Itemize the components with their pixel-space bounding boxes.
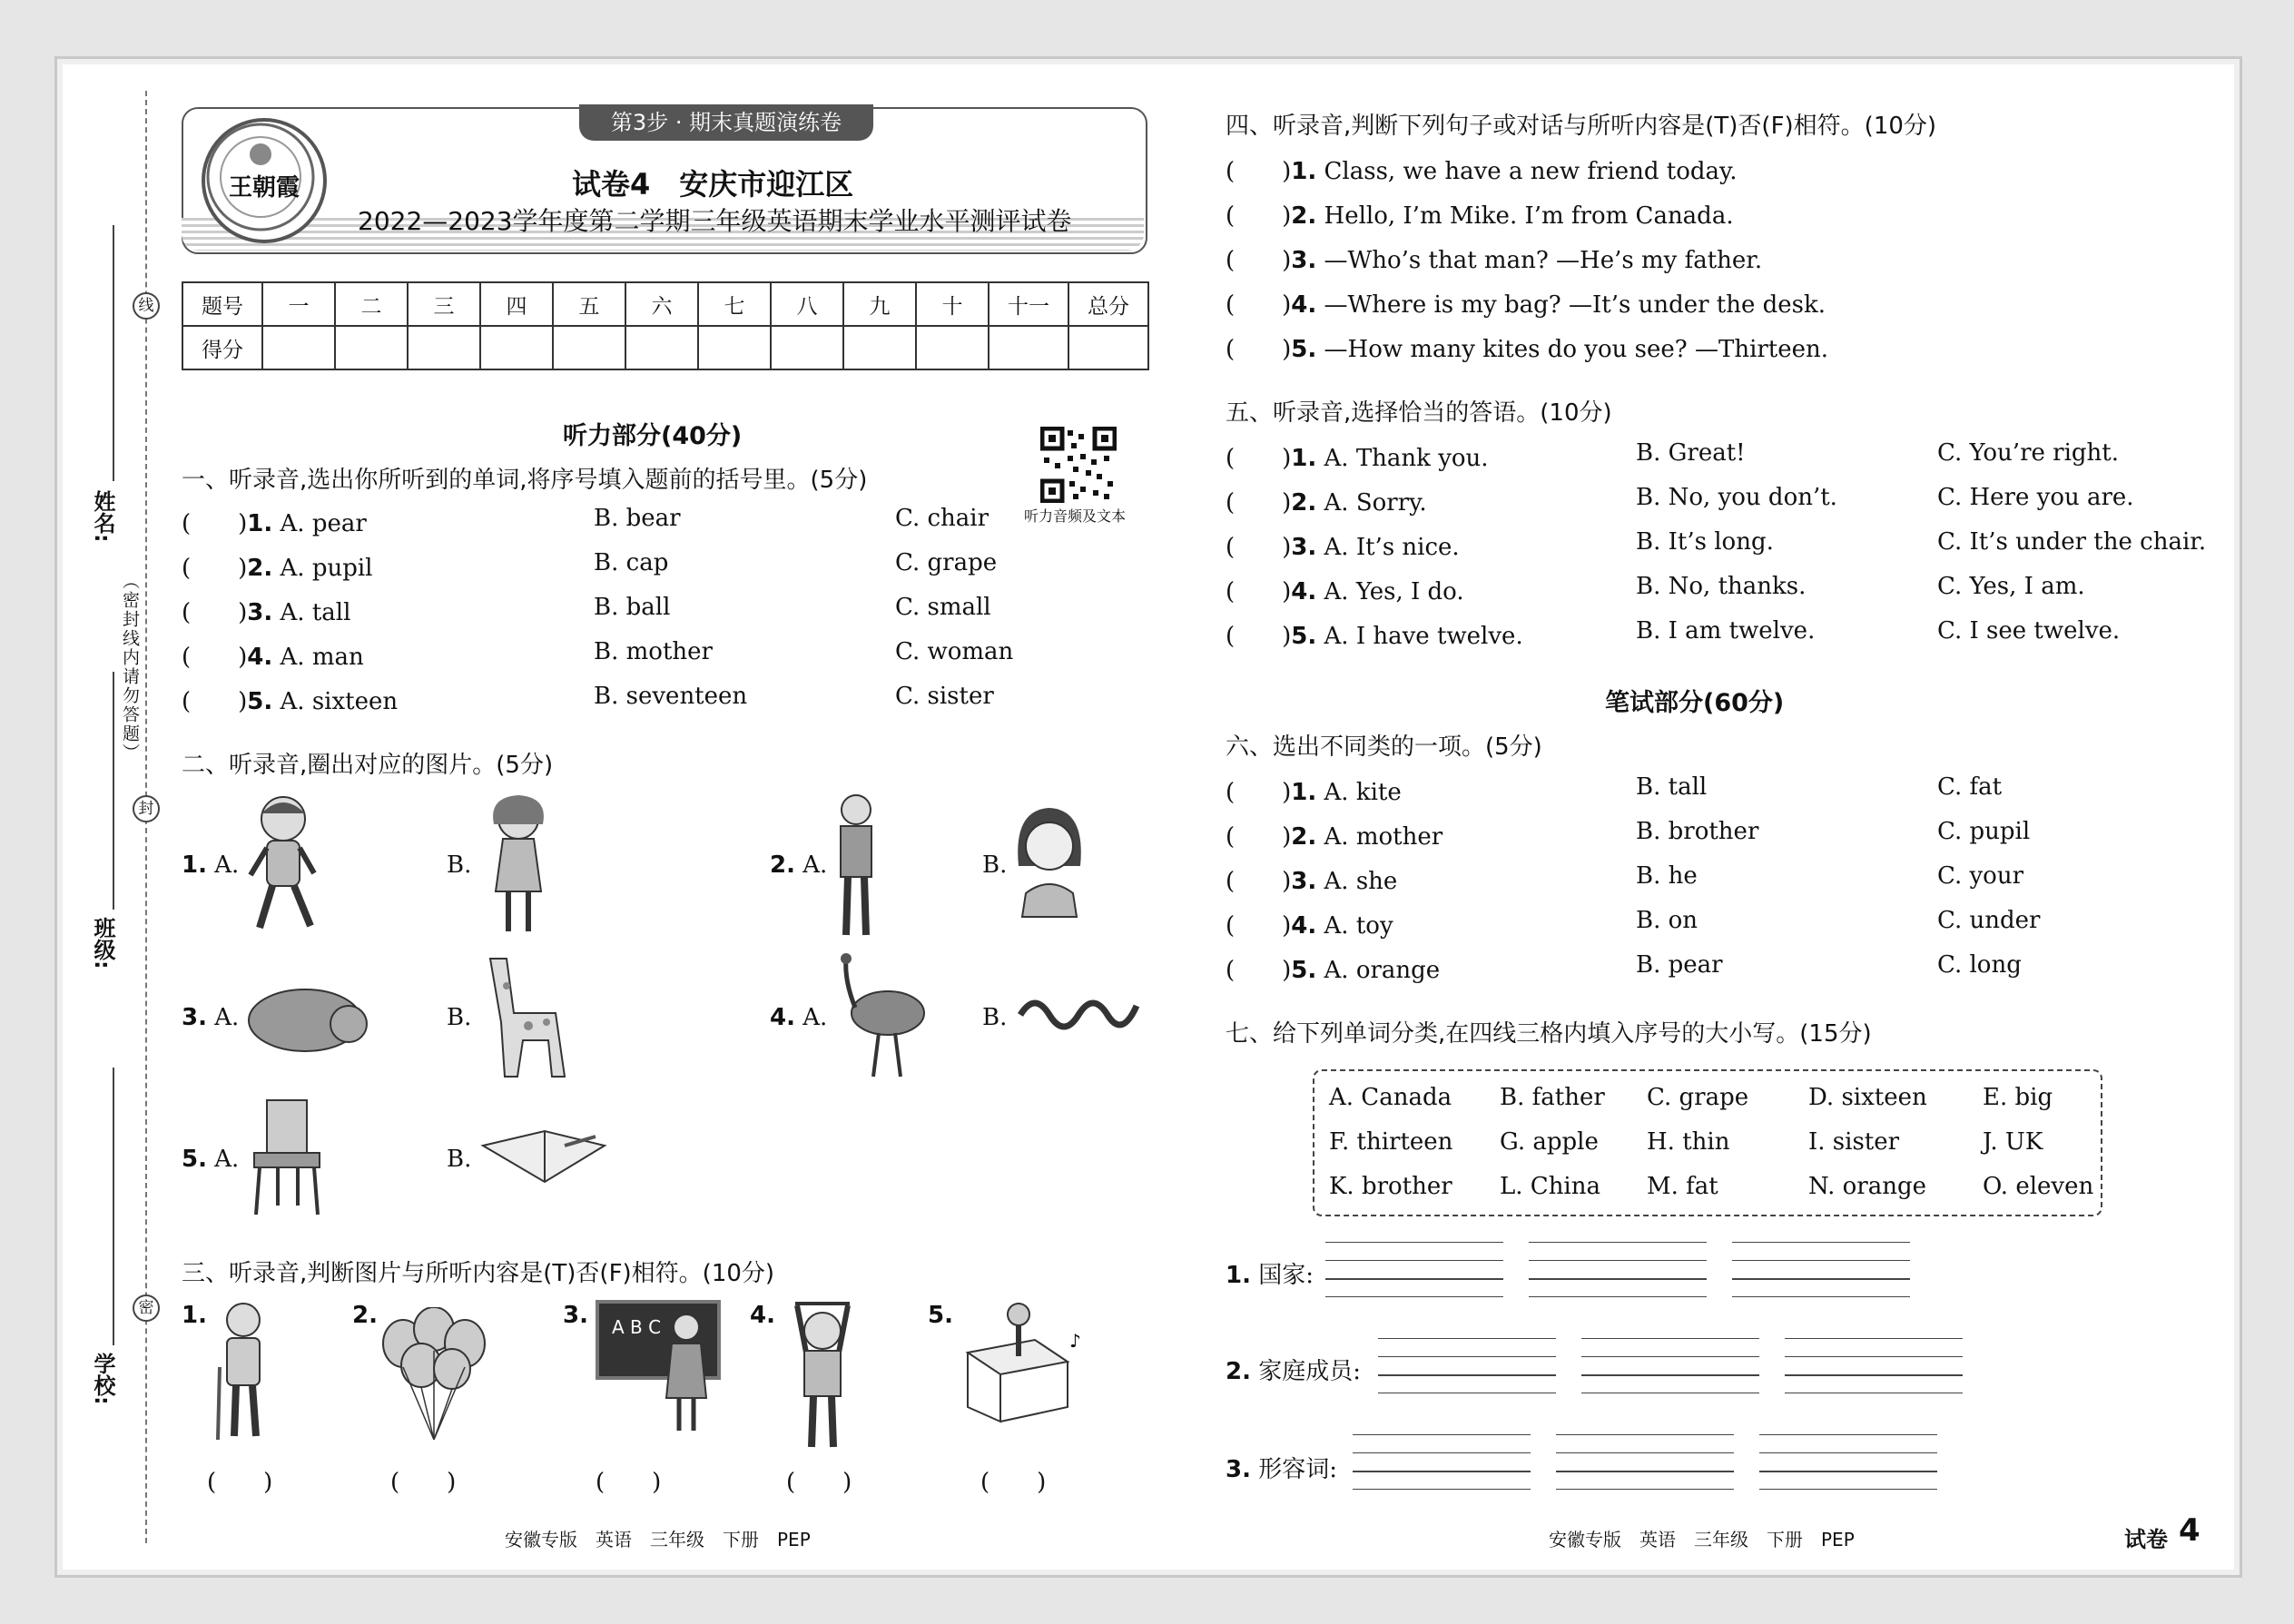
table-cell: 十一 <box>989 282 1068 326</box>
option-b: B. on <box>1636 907 1698 934</box>
option-label: B. <box>447 851 472 879</box>
option-label: B. <box>982 851 1008 879</box>
step-tab: 第3步 · 期末真题演练卷 <box>579 104 873 141</box>
item-number: 4. <box>770 1004 795 1031</box>
table-cell: 题号 <box>182 282 262 326</box>
giraffe-picture[interactable] <box>474 950 583 1086</box>
option-b: B. he <box>1636 862 1698 890</box>
item-number: 5. <box>247 688 273 715</box>
category-name: 形容词: <box>1258 1456 1337 1483</box>
answer-paren[interactable]: ( ) <box>1226 247 1292 274</box>
answer-paren[interactable]: ( ) <box>1226 868 1292 895</box>
item-number: 1. <box>182 1302 207 1329</box>
list-item <box>1226 330 1828 364</box>
list-item <box>182 638 364 672</box>
option-c: C. pupil <box>1937 818 2031 845</box>
score-input[interactable] <box>1068 326 1148 369</box>
answer-paren[interactable]: ( ) <box>1226 489 1292 517</box>
category-label <box>1226 1451 1337 1484</box>
snake-picture[interactable] <box>1013 988 1140 1042</box>
word-item: B. father <box>1500 1084 1605 1111</box>
table-cell: 一 <box>262 282 335 326</box>
list-item <box>1226 286 1826 320</box>
item-number: 2. <box>247 555 273 582</box>
option-c: C. long <box>1937 951 2022 979</box>
answer-paren[interactable]: ( ) <box>1226 779 1292 806</box>
score-input[interactable] <box>480 326 553 369</box>
sentence-text: —Who’s that man? —He’s my father. <box>1324 247 1763 274</box>
answer-paren[interactable]: ( ) <box>1226 578 1292 605</box>
option-b: B. ball <box>594 594 671 621</box>
toy-box-picture <box>953 1298 1089 1425</box>
option-a: A. sixteen <box>280 688 399 715</box>
option-a: A. It’s nice. <box>1324 534 1460 561</box>
table-cell: 总分 <box>1068 282 1148 326</box>
school-label: 学校: <box>90 1353 115 1405</box>
option-c: C. I see twelve. <box>1937 617 2121 645</box>
score-input[interactable] <box>698 326 771 369</box>
word-item: F. thirteen <box>1329 1128 1453 1156</box>
option-b: B. I am twelve. <box>1636 617 1816 645</box>
category-label <box>1226 1353 1361 1386</box>
list-item <box>1226 951 1440 985</box>
section-4-title: 四、听录音,判断下列句子或对话与所听内容是(T)否(F)相符。(10分) <box>1226 113 1937 140</box>
list-item <box>1226 818 1442 851</box>
seal-mark-xian: 线 <box>133 292 160 320</box>
section-7-title: 七、给下列单词分类,在四线三格内填入序号的大小写。(15分) <box>1226 1020 1872 1048</box>
item-number: 5. <box>182 1146 207 1173</box>
four-line-grid[interactable] <box>1556 1434 1734 1491</box>
option-a: A. mother <box>1324 823 1443 851</box>
score-input[interactable] <box>335 326 408 369</box>
sentence-text: Class, we have a new friend today. <box>1324 158 1738 185</box>
option-b: B. Great! <box>1636 439 1746 467</box>
score-input[interactable] <box>553 326 625 369</box>
answer-paren[interactable]: ( ) <box>786 1469 852 1496</box>
option-label: A. <box>802 851 828 879</box>
option-c: C. fat <box>1937 773 2003 801</box>
answer-paren[interactable]: ( ) <box>1226 534 1292 561</box>
answer-paren[interactable]: ( ) <box>980 1469 1047 1496</box>
school-field[interactable] <box>113 1068 114 1345</box>
table-cell: 八 <box>771 282 843 326</box>
item-number: 4. <box>1291 912 1317 940</box>
table-cell: 六 <box>625 282 698 326</box>
class-field[interactable] <box>113 672 114 910</box>
item-number: 3. <box>1291 247 1317 274</box>
category-name: 家庭成员: <box>1258 1358 1361 1385</box>
blackboard-text: A B C <box>612 1316 662 1338</box>
item-number: 1. <box>1226 1262 1251 1289</box>
sentence-text: Hello, I’m Mike. I’m from Canada. <box>1324 202 1734 230</box>
list-item <box>1226 439 1489 473</box>
qr-caption: 听力音频及文本 <box>1024 507 1127 525</box>
item-number: 2. <box>1226 1358 1251 1385</box>
table-cell: 得分 <box>182 326 262 369</box>
item-number: 3. <box>1291 868 1317 895</box>
option-c: C. Here you are. <box>1937 484 2134 511</box>
word-item: A. Canada <box>1329 1084 1452 1111</box>
option-b: B. brother <box>1636 818 1759 845</box>
four-line-grid[interactable] <box>1353 1434 1531 1491</box>
answer-paren[interactable]: ( ) <box>1226 445 1292 472</box>
option-a: A. toy <box>1324 912 1393 940</box>
table-cell: 四 <box>480 282 553 326</box>
answer-paren[interactable]: ( ) <box>182 688 248 715</box>
section-3-title: 三、听录音,判断图片与所听内容是(T)否(F)相符。(10分) <box>182 1260 775 1287</box>
word-item: M. fat <box>1647 1173 1718 1200</box>
man-picture[interactable] <box>824 790 888 940</box>
item-number: 4. <box>1291 291 1317 319</box>
word-item: O. eleven <box>1983 1173 2094 1200</box>
option-label: A. <box>214 1146 240 1173</box>
chair-picture[interactable] <box>241 1097 332 1216</box>
option-a: A. she <box>1324 868 1398 895</box>
option-a: A. pupil <box>280 555 373 582</box>
sentence-text: —Where is my bag? —It’s under the desk. <box>1324 291 1826 319</box>
score-input[interactable] <box>916 326 989 369</box>
option-a: A. pear <box>280 510 367 537</box>
answer-paren[interactable]: ( ) <box>390 1469 457 1496</box>
item-number: 5. <box>1291 623 1317 650</box>
four-line-grid[interactable] <box>1325 1242 1503 1298</box>
name-field[interactable] <box>113 225 114 481</box>
option-label: A. <box>802 1004 828 1031</box>
section-5-title: 五、听录音,选择恰当的答语。(10分) <box>1226 399 1612 427</box>
list-item <box>1226 528 1460 562</box>
option-label: B. <box>447 1146 472 1173</box>
word-item: I. sister <box>1808 1128 1900 1156</box>
seal-mark-mi: 密 <box>133 1294 160 1322</box>
name-label: 姓名: <box>90 490 115 543</box>
option-label: A. <box>214 1004 240 1031</box>
word-item: G. apple <box>1500 1128 1599 1156</box>
word-item: L. China <box>1500 1173 1600 1200</box>
four-line-grid[interactable] <box>1785 1338 1963 1394</box>
option-c: C. Yes, I am. <box>1937 573 2085 600</box>
table-cell: 五 <box>553 282 625 326</box>
option-a: A. kite <box>1324 779 1402 806</box>
answer-paren[interactable]: ( ) <box>1226 291 1292 319</box>
balloons-picture <box>376 1307 490 1443</box>
item-number: 1. <box>1291 779 1317 806</box>
word-item: K. brother <box>1329 1173 1452 1200</box>
item-number: 1. <box>1291 158 1317 185</box>
option-b: B. tall <box>1636 773 1708 801</box>
answer-paren[interactable]: ( ) <box>182 555 248 582</box>
word-item: E. big <box>1983 1084 2053 1111</box>
item-number: 5. <box>1291 957 1317 984</box>
option-c: C. under <box>1937 907 2041 934</box>
option-a: A. Sorry. <box>1324 489 1427 517</box>
word-item: J. UK <box>1983 1128 2043 1156</box>
item-number: 4. <box>247 644 273 671</box>
list-item <box>1226 907 1393 940</box>
page-title: 试卷4 安庆市迎江区 <box>572 167 854 202</box>
option-c: C. sister <box>895 683 994 710</box>
option-c: C. your <box>1937 862 2024 890</box>
option-a: A. I have twelve. <box>1324 623 1523 650</box>
answer-paren[interactable]: ( ) <box>1226 336 1292 363</box>
section-2-title: 二、听录音,圈出对应的图片。(5分) <box>182 752 554 779</box>
table-cell: 九 <box>843 282 916 326</box>
option-b: B. pear <box>1636 951 1723 979</box>
paper-label: 试卷 <box>2124 1527 2168 1552</box>
listening-title: 听力部分(40分) <box>563 422 743 450</box>
writing-title: 笔试部分(60分) <box>1605 689 1785 717</box>
answer-paren[interactable]: ( ) <box>596 1469 662 1496</box>
answer-paren[interactable]: ( ) <box>207 1469 273 1496</box>
option-c: C. small <box>895 594 991 621</box>
score-input[interactable] <box>625 326 698 369</box>
seal-note: （密封线内请勿答题） <box>120 572 140 763</box>
teacher-picture <box>659 1307 714 1434</box>
answer-paren[interactable]: ( ) <box>1226 623 1292 650</box>
item-number: 1. <box>182 851 207 879</box>
answer-paren[interactable]: ( ) <box>1226 158 1292 185</box>
item-number: 2. <box>1291 489 1317 517</box>
option-b: B. mother <box>594 638 713 665</box>
list-item <box>1226 773 1402 807</box>
answer-paren[interactable]: ( ) <box>1226 912 1292 940</box>
score-input[interactable] <box>989 326 1068 369</box>
item-number: 5. <box>1291 336 1317 363</box>
score-input[interactable] <box>843 326 916 369</box>
list-item <box>1226 573 1464 606</box>
item-number: 2. <box>770 851 795 879</box>
item-number: 4. <box>750 1302 775 1329</box>
four-line-grid[interactable] <box>1581 1338 1759 1394</box>
item-number: 3. <box>1291 534 1317 561</box>
option-label: B. <box>447 1004 472 1031</box>
option-a: A. orange <box>1324 957 1441 984</box>
option-a: A. man <box>280 644 364 671</box>
item-number: 4. <box>1291 578 1317 605</box>
item-number: 3. <box>247 599 273 626</box>
four-line-grid[interactable] <box>1759 1434 1937 1491</box>
option-c: C. woman <box>895 638 1014 665</box>
option-b: B. No, you don’t. <box>1636 484 1837 511</box>
option-b: B. No, thanks. <box>1636 573 1807 600</box>
word-item: C. grape <box>1647 1084 1749 1111</box>
seal-mark-feng: 封 <box>133 795 160 822</box>
list-item <box>182 505 367 538</box>
boy-arms-up-picture <box>777 1298 868 1452</box>
list-item <box>1226 862 1397 896</box>
ostrich-picture[interactable] <box>828 953 933 1080</box>
list-item <box>182 549 373 583</box>
answer-paren[interactable]: ( ) <box>1226 823 1292 851</box>
list-item <box>182 683 398 716</box>
item-number: 2. <box>1291 823 1317 851</box>
option-a: A. tall <box>280 599 351 626</box>
answer-paren[interactable]: ( ) <box>1226 202 1292 230</box>
answer-paren[interactable]: ( ) <box>182 510 248 537</box>
woman-picture[interactable] <box>478 792 559 937</box>
paper-number: 4 <box>2179 1512 2200 1549</box>
list-item <box>1226 617 1523 651</box>
item-number: 3. <box>1226 1456 1251 1483</box>
item-number: 2. <box>1291 202 1317 230</box>
list-item <box>1226 241 1762 275</box>
category-name: 国家: <box>1258 1262 1314 1289</box>
svg-text:♪: ♪ <box>1069 1330 1081 1352</box>
list-item <box>1226 197 1734 231</box>
option-b: B. seventeen <box>594 683 748 710</box>
four-line-grid[interactable] <box>1378 1338 1556 1394</box>
item-number: 1. <box>1291 445 1317 472</box>
option-c: C. grape <box>895 549 998 576</box>
item-number: 3. <box>182 1004 207 1031</box>
table-cell: 十 <box>916 282 989 326</box>
answer-paren[interactable]: ( ) <box>182 599 248 626</box>
option-a: A. Thank you. <box>1324 445 1489 472</box>
score-input[interactable] <box>262 326 335 369</box>
page-subtitle: 2022—2023学年度第二学期三年级英语期末学业水平测评试卷 <box>358 206 1072 236</box>
option-c: C. It’s under the chair. <box>1937 528 2207 556</box>
section-6-title: 六、选出不同类的一项。(5分) <box>1226 733 1542 761</box>
item-number: 5. <box>928 1302 953 1329</box>
item-number: 1. <box>247 510 273 537</box>
list-item <box>1226 484 1427 517</box>
four-line-grid[interactable] <box>1529 1242 1707 1298</box>
option-b: B. bear <box>594 505 681 532</box>
sentence-text: —How many kites do you see? —Thirteen. <box>1324 336 1829 363</box>
answer-paren[interactable]: ( ) <box>1226 957 1292 984</box>
word-item: N. orange <box>1808 1173 1926 1200</box>
answer-paren[interactable]: ( ) <box>182 644 248 671</box>
table-cell: 七 <box>698 282 771 326</box>
option-c: C. chair <box>895 505 989 532</box>
option-b: B. cap <box>594 549 669 576</box>
option-b: B. It’s long. <box>1636 528 1774 556</box>
option-a: A. Yes, I do. <box>1324 578 1464 605</box>
grandpa-picture <box>207 1300 280 1442</box>
brand-logo <box>202 118 327 243</box>
girl-picture[interactable] <box>1006 802 1093 919</box>
list-item <box>1226 153 1738 186</box>
table-cell: 二 <box>335 282 408 326</box>
score-input[interactable] <box>771 326 843 369</box>
score-table-header-row <box>182 282 1148 326</box>
class-label: 班级: <box>90 917 115 969</box>
option-c: C. You’re right. <box>1937 439 2119 467</box>
score-input[interactable] <box>408 326 480 369</box>
four-line-grid[interactable] <box>1732 1242 1910 1298</box>
section-1-title: 一、听录音,选出你所听到的单词,将序号填入题前的括号里。(5分) <box>182 467 868 494</box>
item-number: 3. <box>563 1302 588 1329</box>
option-label: B. <box>982 1004 1008 1031</box>
item-number: 2. <box>352 1302 378 1329</box>
word-item: D. sixteen <box>1808 1084 1927 1111</box>
footer-left: 安徽专版 英语 三年级 下册 PEP <box>505 1529 811 1550</box>
qr-code-icon[interactable] <box>1040 427 1117 503</box>
score-table-score-row <box>182 326 1148 369</box>
category-label <box>1226 1256 1314 1290</box>
word-item: H. thin <box>1647 1128 1730 1156</box>
list-item <box>182 594 350 627</box>
boy-picture[interactable] <box>238 792 329 937</box>
option-label: A. <box>214 851 240 879</box>
score-table <box>182 281 1149 370</box>
book-picture[interactable] <box>478 1118 610 1187</box>
table-cell: 三 <box>408 282 480 326</box>
bear-picture[interactable] <box>241 973 378 1055</box>
footer-right: 安徽专版 英语 三年级 下册 PEP <box>1549 1529 1855 1550</box>
logo-text: 王朝霞 <box>228 174 300 202</box>
